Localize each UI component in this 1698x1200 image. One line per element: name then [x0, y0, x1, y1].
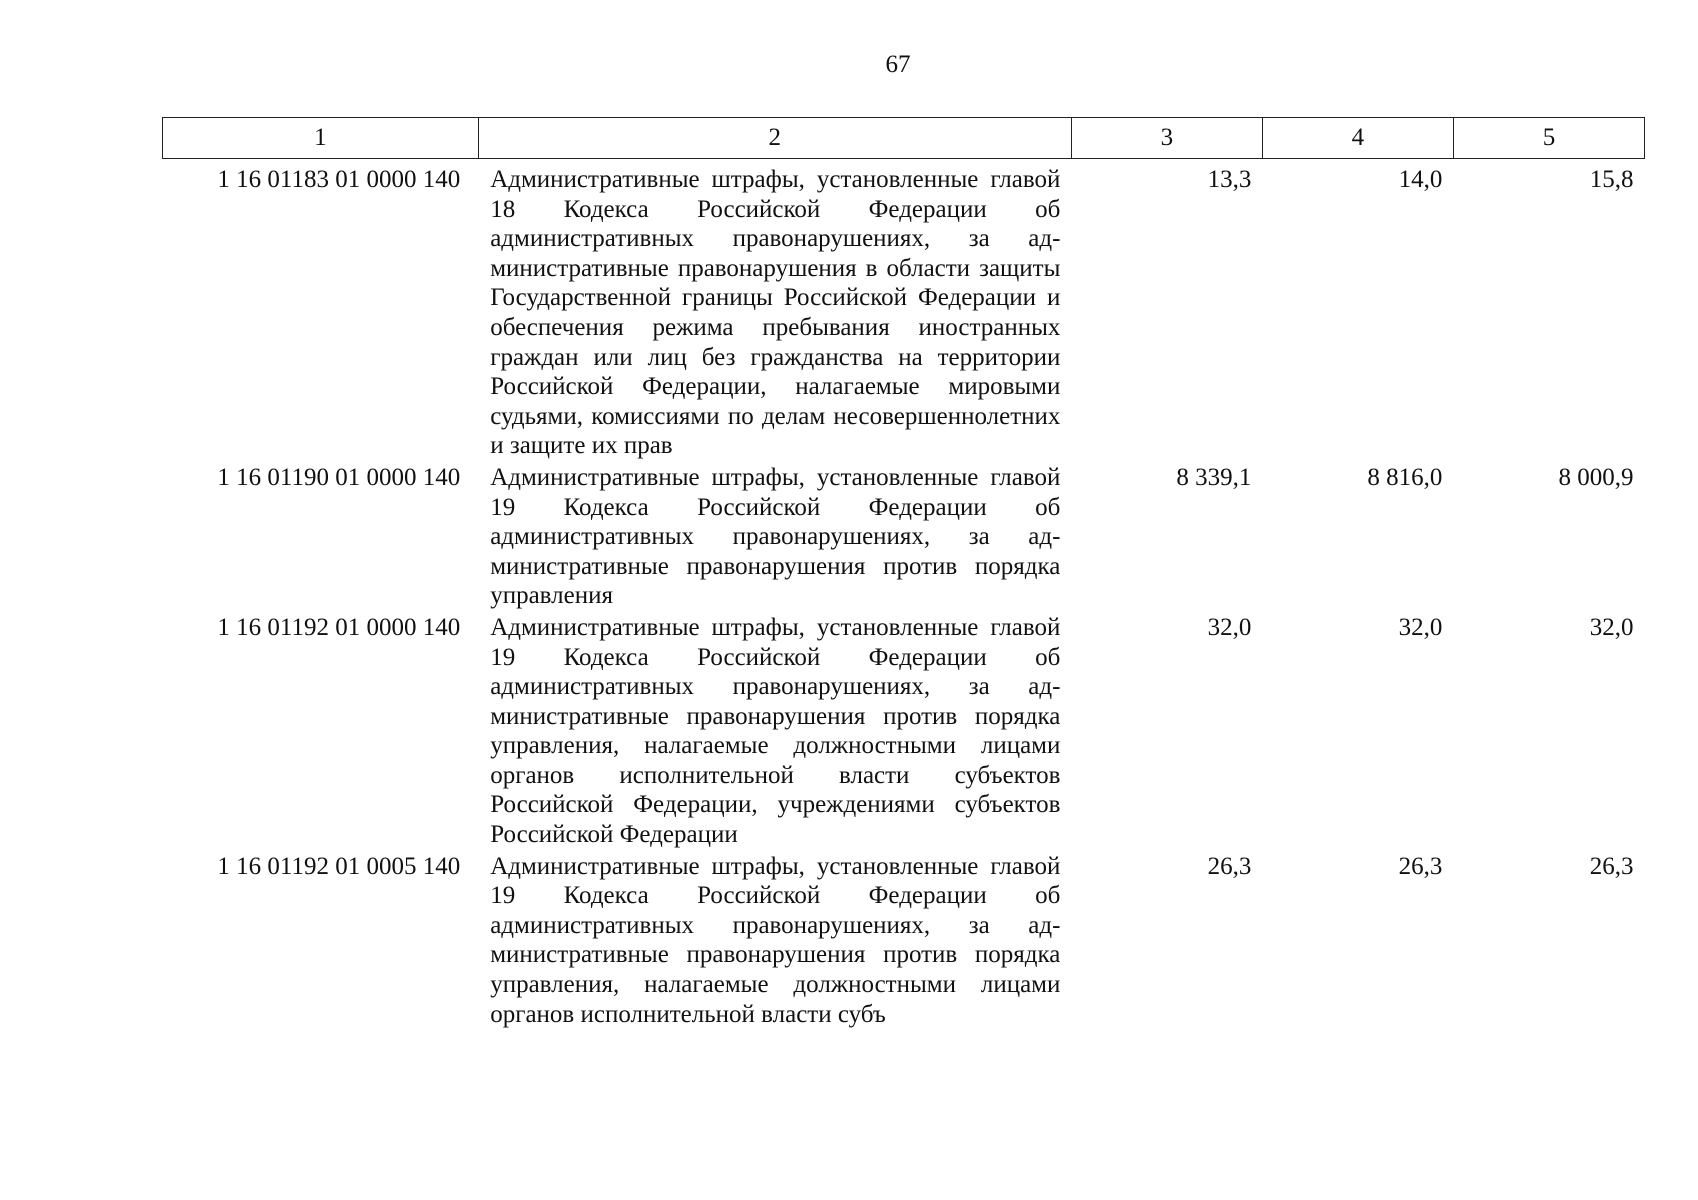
value-col-4: 8 816,0: [1367, 463, 1443, 491]
value-col-3: 8 339,1: [1176, 463, 1252, 491]
income-description: Административные штрафы, установленные главой 19 Кодекса Российской Федерации об административных правонарушениях, за административные правонарушения против порядка управления, налагаемые должностными лицами органов исполнительной власти субъ: [490, 852, 1061, 1028]
table-body: [163, 159, 1645, 1032]
income-code: 1 16 01192 01 0000 140: [217, 613, 461, 641]
income-description: Административные штрафы, установленные главой 18 Кодекса Российской Федерации об административных правонарушениях, за административные правонарушения в области защиты Государственной границы Российской Федерации и обеспечения режима пребывания иностранных граждан или лиц без гражданства на территории Российской Федерации, налагаемые мировыми судьями, комиссиями по делам несовершеннолетних и защите их прав: [490, 166, 1061, 460]
value-col-3: 26,3: [1207, 852, 1252, 880]
income-description: Административные штрафы, установленные главой 19 Кодекса Российской Федерации об административных правонарушениях, за административные правонарушения против порядка управления: [490, 463, 1061, 610]
value-col-5: 15,8: [1589, 166, 1634, 193]
value-col-3: 32,0: [1207, 613, 1252, 641]
income-code: 1 16 01190 01 0000 140: [217, 463, 461, 491]
income-code: 1 16 01192 01 0005 140: [217, 852, 461, 880]
table-header: [163, 118, 1645, 159]
table-row: [163, 463, 1645, 613]
value-col-5: 8 000,9: [1558, 463, 1634, 491]
column-header-3: 3: [1071, 118, 1262, 159]
value-col-4: 26,3: [1398, 852, 1443, 880]
income-code: 1 16 01183 01 0000 140: [217, 166, 461, 193]
value-col-4: 32,0: [1398, 613, 1443, 641]
column-header-5: 5: [1453, 118, 1644, 159]
value-col-3: 13,3: [1207, 166, 1252, 193]
table-row: [163, 159, 1645, 463]
column-header-2: 2: [478, 118, 1071, 159]
page-number: 67: [885, 51, 911, 78]
column-header-1: 1: [163, 118, 479, 159]
value-col-5: 32,0: [1589, 613, 1634, 641]
budget-table: [162, 117, 1645, 1031]
table-row: [163, 852, 1645, 1032]
value-col-4: 14,0: [1398, 166, 1443, 193]
income-description: Административные штрафы, установленные главой 19 Кодекса Российской Федерации об административных правонарушениях, за административные правонарушения против порядка управления, налагаемые должностными лицами органов исполнительной власти субъектов Российской Федерации, учреждениями субъектов Российской Федерации: [490, 613, 1061, 849]
value-col-5: 26,3: [1589, 852, 1634, 880]
column-header-4: 4: [1262, 118, 1453, 159]
table-row: [163, 613, 1645, 852]
